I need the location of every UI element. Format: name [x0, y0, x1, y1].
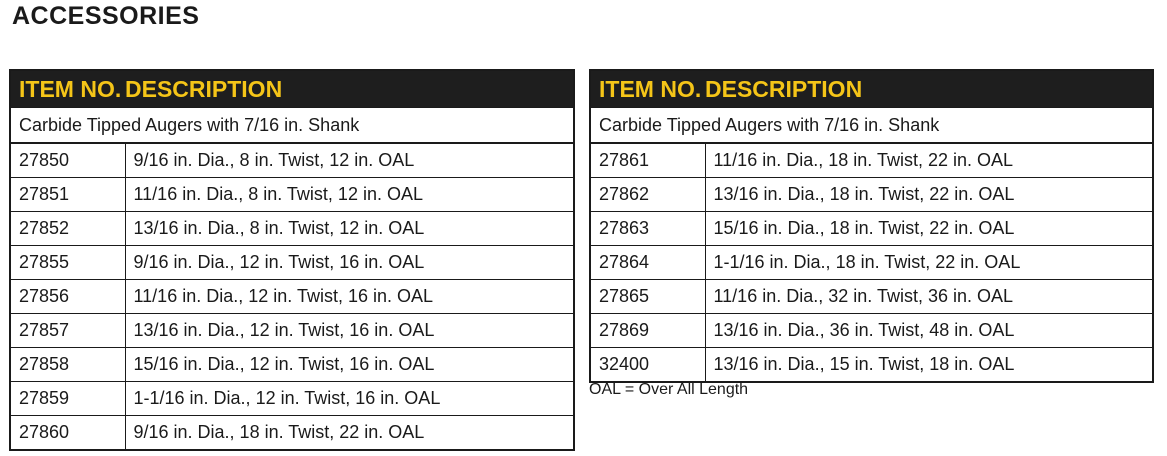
footnote: OAL = Over All Length: [589, 381, 749, 398]
item-no-header: ITEM NO.: [10, 70, 125, 108]
table-row: [590, 348, 1153, 383]
table-row: [590, 280, 1153, 314]
item-number-cell: 27858: [10, 348, 125, 382]
table-row: [10, 314, 574, 348]
table-row: [590, 314, 1153, 348]
section-title: Carbide Tipped Augers with 7/16 in. Shank: [590, 108, 1153, 144]
description-cell: 11/16 in. Dia., 32 in. Twist, 36 in. OAL: [705, 280, 1153, 314]
table-row: [10, 246, 574, 280]
description-cell: 13/16 in. Dia., 18 in. Twist, 22 in. OAL: [705, 178, 1153, 212]
item-number-cell: 27865: [590, 280, 705, 314]
description-cell: 15/16 in. Dia., 12 in. Twist, 16 in. OAL: [125, 348, 574, 382]
item-number-cell: 27851: [10, 178, 125, 212]
table-row: [10, 348, 574, 382]
table-row: [590, 178, 1153, 212]
description-cell: 11/16 in. Dia., 8 in. Twist, 12 in. OAL: [125, 178, 574, 212]
table-row: [10, 143, 574, 178]
section-row: [590, 108, 1153, 144]
table-header-row: [10, 70, 574, 108]
description-cell: 11/16 in. Dia., 12 in. Twist, 16 in. OAL: [125, 280, 574, 314]
table-row: [10, 280, 574, 314]
page-title: ACCESSORIES: [12, 2, 200, 30]
item-number-cell: 27862: [590, 178, 705, 212]
item-number-cell: 27860: [10, 416, 125, 451]
description-cell: 13/16 in. Dia., 12 in. Twist, 16 in. OAL: [125, 314, 574, 348]
description-cell: 9/16 in. Dia., 8 in. Twist, 12 in. OAL: [125, 143, 574, 178]
item-number-cell: 27864: [590, 246, 705, 280]
description-header: DESCRIPTION: [125, 70, 574, 108]
accessories-table-right: [589, 69, 1154, 383]
item-number-cell: 27859: [10, 382, 125, 416]
description-cell: 15/16 in. Dia., 18 in. Twist, 22 in. OAL: [705, 212, 1153, 246]
description-cell: 11/16 in. Dia., 18 in. Twist, 22 in. OAL: [705, 143, 1153, 178]
description-cell: 13/16 in. Dia., 8 in. Twist, 12 in. OAL: [125, 212, 574, 246]
description-cell: 13/16 in. Dia., 15 in. Twist, 18 in. OAL: [705, 348, 1153, 383]
item-number-cell: 32400: [590, 348, 705, 383]
description-cell: 9/16 in. Dia., 12 in. Twist, 16 in. OAL: [125, 246, 574, 280]
table-row: [590, 246, 1153, 280]
item-number-cell: 27852: [10, 212, 125, 246]
description-header: DESCRIPTION: [705, 70, 1153, 108]
description-cell: 9/16 in. Dia., 18 in. Twist, 22 in. OAL: [125, 416, 574, 451]
table-row: [10, 416, 574, 451]
table-row: [10, 212, 574, 246]
item-number-cell: 27869: [590, 314, 705, 348]
table-row: [590, 143, 1153, 178]
section-title: Carbide Tipped Augers with 7/16 in. Shank: [10, 108, 574, 144]
description-cell: 13/16 in. Dia., 36 in. Twist, 48 in. OAL: [705, 314, 1153, 348]
section-row: [10, 108, 574, 144]
item-number-cell: 27850: [10, 143, 125, 178]
item-number-cell: 27856: [10, 280, 125, 314]
description-cell: 1-1/16 in. Dia., 12 in. Twist, 16 in. OAL: [125, 382, 574, 416]
item-no-header: ITEM NO.: [590, 70, 705, 108]
item-number-cell: 27861: [590, 143, 705, 178]
table-row: [10, 382, 574, 416]
item-number-cell: 27855: [10, 246, 125, 280]
table-row: [10, 178, 574, 212]
accessories-table-left: [9, 69, 575, 451]
item-number-cell: 27857: [10, 314, 125, 348]
table-header-row: [590, 70, 1153, 108]
item-number-cell: 27863: [590, 212, 705, 246]
table-row: [590, 212, 1153, 246]
description-cell: 1-1/16 in. Dia., 18 in. Twist, 22 in. OAL: [705, 246, 1153, 280]
